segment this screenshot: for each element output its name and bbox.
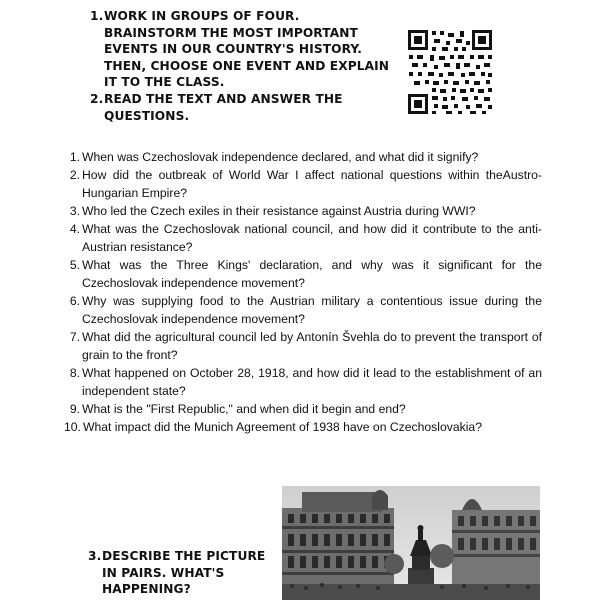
- qr-code-icon: [406, 28, 494, 116]
- question-item: [64, 364, 542, 400]
- question-text: What was the Three Kings' declaration, and why was it significant for the Czechoslovak independence movement?: [82, 258, 542, 290]
- question-item: [64, 148, 542, 166]
- task-2: [90, 91, 390, 124]
- historical-square-photo: [282, 486, 540, 600]
- question-number: 9.: [69, 402, 80, 416]
- question-number: 10.: [64, 420, 81, 434]
- question-text: Who led the Czech exiles in their resistance against Austria during WWI?: [82, 204, 476, 218]
- question-number: 4.: [69, 222, 80, 236]
- task-2-text: READ THE TEXT AND ANSWER THE QUESTIONS.: [104, 91, 343, 123]
- question-item: [64, 418, 542, 436]
- question-list: [64, 148, 542, 436]
- question-text: Why was supplying food to the Austrian military a contentious issue during the Czechoslovak independence movement?: [82, 294, 542, 326]
- question-item: [64, 400, 542, 418]
- question-item: [64, 220, 542, 256]
- task-2-number: 2.: [90, 91, 104, 106]
- question-number: 5.: [69, 258, 80, 272]
- question-text: How did the outbreak of World War I affect national questions within theAustro-Hungarian Empire?: [82, 168, 542, 200]
- question-number: 7.: [69, 330, 80, 344]
- task-3-number: 3.: [88, 549, 102, 563]
- question-text: What did the agricultural council led by Antonín Švehla do to prevent the transport of grain to the front?: [82, 330, 542, 362]
- task-1-number: 1.: [90, 9, 104, 23]
- question-text: What impact did the Munich Agreement of 1938 have on Czechoslovakia?: [82, 420, 482, 434]
- question-number: 2.: [69, 168, 80, 182]
- question-item: [64, 202, 542, 220]
- task-3-text: DESCRIBE THE PICTURE IN PAIRS. WHAT'S HAPPENING?: [102, 549, 266, 597]
- question-number: 1.: [69, 150, 80, 164]
- question-item: [64, 256, 542, 292]
- task-1-text: WORK IN GROUPS OF FOUR. BRAINSTORM THE MOST IMPORTANT EVENTS IN OUR COUNTRY'S HISTORY. THEN, CHOOSE ONE EVENT AND EXPLAIN IT TO THE CLASS.: [104, 9, 390, 90]
- task-1: [90, 8, 390, 91]
- question-item: [64, 328, 542, 364]
- question-number: 3.: [69, 204, 80, 218]
- question-item: [64, 166, 542, 202]
- question-number: 6.: [69, 294, 80, 308]
- question-text: What happened on October 28, 1918, and how did it lead to the establishment of an independent state?: [82, 366, 542, 398]
- task-3: [88, 548, 268, 598]
- question-item: [64, 292, 542, 328]
- task-instructions: [90, 8, 390, 124]
- question-number: 8.: [69, 366, 80, 380]
- question-text: When was Czechoslovak independence declared, and what did it signify?: [82, 150, 479, 164]
- question-text: What is the "First Republic," and when did it begin and end?: [82, 402, 406, 416]
- question-text: What was the Czechoslovak national council, and how did it contribute to the anti-Austrian resistance?: [82, 222, 542, 254]
